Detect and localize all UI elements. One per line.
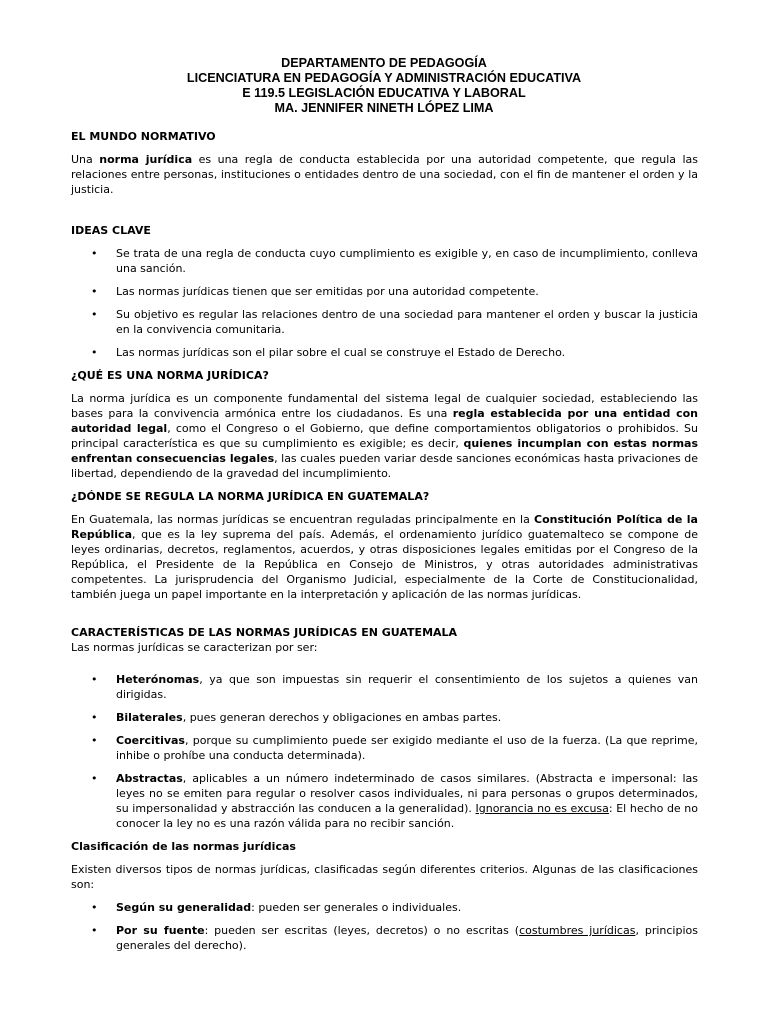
header-course: E 119.5 LEGISLACIÓN EDUCATIVA Y LABORAL [242,86,526,100]
list-item [71,923,698,953]
bold-term: norma jurídica [99,153,193,166]
text-run: : pueden ser escritas (leyes, decretos) o no escritas ( [204,924,520,937]
text-run: , porque su cumplimiento puede ser exigido mediante el uso de la fuerza. (La que reprime, inhibe o prohíbe una conducta determinada). [116,734,698,762]
text-run: Una [71,153,100,166]
bold-term: Según su generalidad [116,901,252,914]
bold-term: Abstractas [116,772,183,785]
list-item [71,771,698,831]
list-item: • Las normas jurídicas son el pilar sobre el cual se construye el Estado de Derecho. [71,345,698,360]
bold-term: Coercitivas [116,734,185,747]
paragraph-norma-juridica-definition [71,152,698,197]
section-heading-mundo-normativo: EL MUNDO NORMATIVO [71,130,216,143]
text-run: , como el Congreso o el Gobierno, que define comportamientos obligatorios o prohibidos. Su principal característica es que su cumplimiento es exigible; es decir, [71,422,698,450]
text-run: es una regla de conducta establecida por una autoridad competente, que regula las relaciones entre personas, instituciones o entidades dentro de una sociedad, con el fin de mantener el orden y la justicia. [71,153,698,196]
list-item: • Se trata de una regla de conducta cuyo cumplimiento es exigible y, en caso de incumplimiento, conlleva una sanción. [71,246,698,276]
ideas-clave-list [71,246,698,360]
text-run: , que es la ley suprema del país. Además, el ordenamiento jurídico guatemalteco se compone de leyes ordinarias, decretos, reglamentos, acuerdos, y otras disposiciones legales emitidas por el Congreso de la República, el Presidente de la República en Consejo de Ministros, y otras autoridades administrativas competentes. La jurisprudencia del Organismo Judicial, especialmente de la Corte de Constitucionalidad, también juega un papel importante en la interpretación y aplicación de las normas jurídicas. [71,528,698,601]
paragraph-que-es [71,391,698,481]
bold-term: Por su fuente [116,924,205,937]
section-heading-clasificacion: Clasificación de las normas jurídicas [71,840,296,853]
caracteristicas-intro: Las normas jurídicas se caracterizan por ser: [71,641,318,654]
section-heading-donde-se-regula: ¿DÓNDE SE REGULA LA NORMA JURÍDICA EN GUATEMALA? [71,490,430,503]
underlined-phrase: Ignorancia no es excusa [475,802,609,815]
paragraph-donde-se-regula [71,512,698,602]
list-item: • Su objetivo es regular las relaciones dentro de una sociedad para mantener el orden y buscar la justicia en la convivencia comunitaria. [71,307,698,337]
list-item [71,672,698,702]
clasificacion-intro: Existen diversos tipos de normas jurídicas, clasificadas según diferentes criterios. Algunas de las clasificaciones son: [71,863,698,891]
underlined-phrase: costumbres jurídicas [519,924,636,937]
header-instructor: MA. JENNIFER NINETH LÓPEZ LIMA [274,101,494,115]
text-run: : El hecho de no conocer la ley no es una razón válida para no recibir sanción. [116,802,698,830]
text-run: , principios generales del derecho). [116,924,698,952]
section-heading-caracteristicas: CARACTERÍSTICAS DE LAS NORMAS JURÍDICAS EN GUATEMALA [71,626,458,639]
header-degree: LICENCIATURA EN PEDAGOGÍA Y ADMINISTRACIÓN EDUCATIVA [186,71,582,85]
clasificacion-list [71,900,698,953]
header-department: DEPARTAMENTO DE PEDAGOGÍA [281,56,487,70]
text-run: , aplicables a un número indeterminado de casos similares. (Abstracta e impersonal: las leyes no se emiten para regular o resolver casos individuales, ni para personas o grupos determinados, su impersonalidad y abstracción las conducen a la generalidad). [116,772,698,815]
bold-term: Heterónomas [116,673,200,686]
section-heading-ideas-clave: IDEAS CLAVE [71,224,151,237]
bold-phrase: regla establecida por una entidad con autoridad legal [71,407,698,435]
text-run: En Guatemala, las normas jurídicas se encuentran reguladas principalmente en la [71,513,535,526]
text-run: , las cuales pueden variar desde sanciones económicas hasta privaciones de libertad, dependiendo de la gravedad del incumplimiento. [71,452,698,480]
bold-phrase: quienes incumplan con estas normas enfrentan consecuencias legales [71,437,698,465]
document-body [71,129,698,953]
list-item [71,733,698,763]
section-heading-que-es: ¿QUÉ ES UNA NORMA JURÍDICA? [71,369,269,382]
list-item [71,710,698,725]
bold-phrase: Constitución Política de la República [71,513,698,541]
text-run: : pueden ser generales o individuales. [251,901,462,914]
bold-term: Bilaterales [116,711,183,724]
text-run: , ya que son impuestas sin requerir el consentimiento de los sujetos a quienes van dirigidas. [116,673,698,701]
list-item [71,900,698,915]
list-item: • Las normas jurídicas tienen que ser emitidas por una autoridad competente. [71,284,698,299]
text-run: , pues generan derechos y obligaciones en ambas partes. [182,711,502,724]
caracteristicas-list [71,672,698,831]
text-run: La norma jurídica es un componente fundamental del sistema legal de cualquier sociedad, estableciendo las bases para la convivencia armónica entre los ciudadanos. Es una [71,392,698,420]
document-header [0,56,768,116]
